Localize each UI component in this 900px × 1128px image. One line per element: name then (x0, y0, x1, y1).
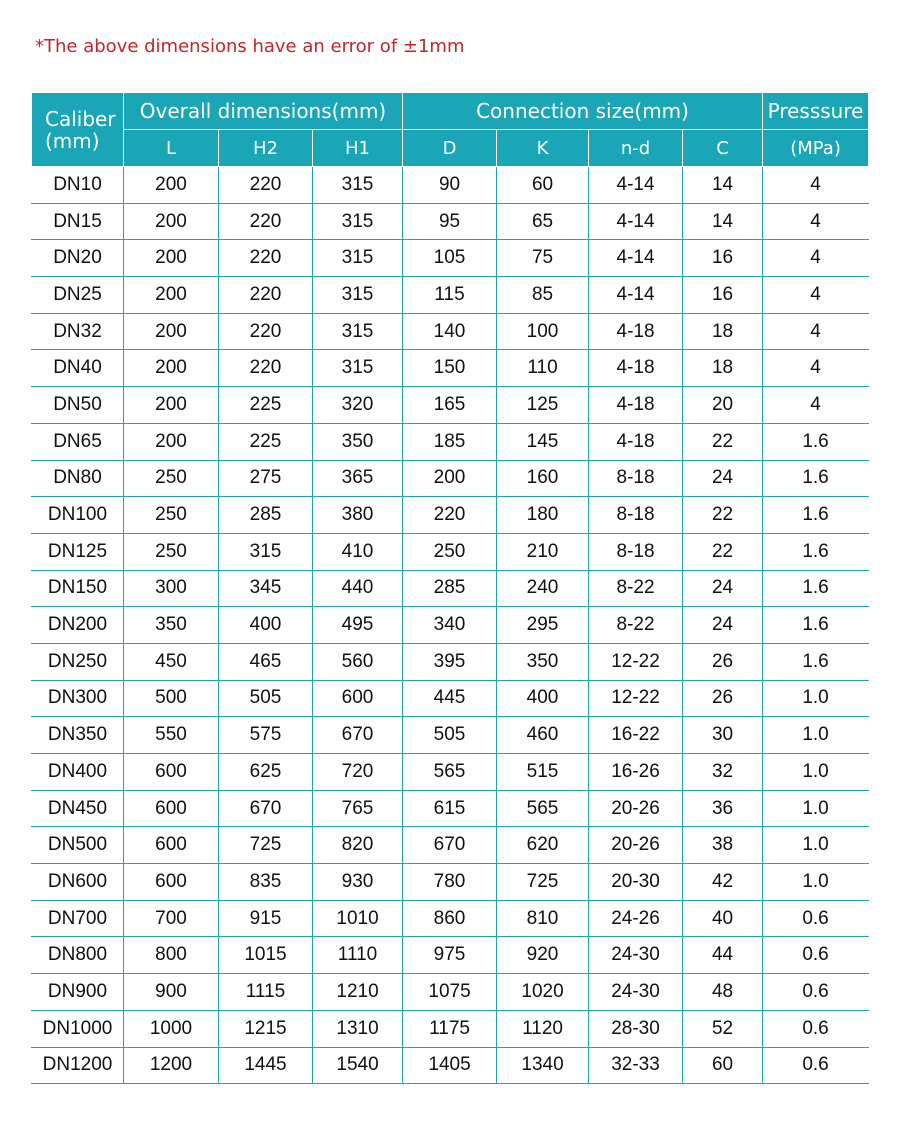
table-row (32, 570, 869, 607)
cell-K: 295 (497, 607, 589, 644)
cell-C: 40 (683, 900, 763, 937)
cell-K: 810 (497, 900, 589, 937)
cell-D: 445 (403, 680, 497, 717)
cell-H2: 915 (219, 900, 313, 937)
cell-n-d: 4-18 (589, 313, 683, 350)
cell-n-d: 20-26 (589, 790, 683, 827)
cell-D: 565 (403, 754, 497, 791)
cell-caliber: DN20 (32, 240, 124, 277)
header-row-top (32, 93, 869, 130)
cell-L: 200 (124, 350, 219, 387)
cell-pressure: 0.6 (763, 1010, 869, 1047)
cell-D: 285 (403, 570, 497, 607)
error-note: *The above dimensions have an error of ±1mm (35, 36, 465, 57)
cell-L: 200 (124, 423, 219, 460)
cell-caliber: DN200 (32, 607, 124, 644)
cell-C: 14 (683, 167, 763, 204)
cell-K: 65 (497, 203, 589, 240)
cell-H2: 835 (219, 864, 313, 901)
cell-C: 60 (683, 1047, 763, 1084)
cell-D: 95 (403, 203, 497, 240)
table-row (32, 460, 869, 497)
cell-K: 100 (497, 313, 589, 350)
cell-caliber: DN32 (32, 313, 124, 350)
cell-H1: 600 (313, 680, 403, 717)
col-header-nd: n-d (589, 130, 683, 167)
cell-H1: 365 (313, 460, 403, 497)
caliber-header-line2: (mm) (45, 128, 100, 153)
cell-pressure: 0.6 (763, 900, 869, 937)
cell-pressure: 1.0 (763, 864, 869, 901)
cell-K: 725 (497, 864, 589, 901)
cell-H2: 725 (219, 827, 313, 864)
cell-L: 450 (124, 643, 219, 680)
cell-C: 48 (683, 974, 763, 1011)
overall-dimensions-header: Overall dimensions(mm) (124, 93, 403, 130)
table-row (32, 643, 869, 680)
cell-n-d: 4-18 (589, 387, 683, 424)
cell-H2: 220 (219, 203, 313, 240)
cell-H1: 765 (313, 790, 403, 827)
cell-C: 36 (683, 790, 763, 827)
cell-caliber: DN700 (32, 900, 124, 937)
table-body (32, 167, 869, 1084)
cell-K: 240 (497, 570, 589, 607)
cell-H2: 220 (219, 277, 313, 314)
table-row (32, 497, 869, 534)
cell-H1: 1110 (313, 937, 403, 974)
cell-caliber: DN350 (32, 717, 124, 754)
cell-H2: 1445 (219, 1047, 313, 1084)
table-row (32, 974, 869, 1011)
cell-pressure: 1.0 (763, 754, 869, 791)
cell-H2: 225 (219, 387, 313, 424)
cell-C: 24 (683, 570, 763, 607)
cell-C: 24 (683, 607, 763, 644)
cell-C: 44 (683, 937, 763, 974)
cell-C: 16 (683, 277, 763, 314)
cell-n-d: 4-14 (589, 277, 683, 314)
cell-K: 565 (497, 790, 589, 827)
table-header (32, 93, 869, 167)
cell-n-d: 24-30 (589, 937, 683, 974)
cell-H2: 625 (219, 754, 313, 791)
cell-C: 38 (683, 827, 763, 864)
cell-pressure: 4 (763, 313, 869, 350)
table-row (32, 900, 869, 937)
cell-D: 185 (403, 423, 497, 460)
table-row (32, 240, 869, 277)
cell-pressure: 1.6 (763, 460, 869, 497)
cell-H1: 315 (313, 313, 403, 350)
cell-H2: 285 (219, 497, 313, 534)
cell-n-d: 20-26 (589, 827, 683, 864)
cell-D: 505 (403, 717, 497, 754)
cell-L: 600 (124, 754, 219, 791)
cell-L: 600 (124, 790, 219, 827)
cell-H1: 320 (313, 387, 403, 424)
cell-H2: 670 (219, 790, 313, 827)
cell-H1: 495 (313, 607, 403, 644)
cell-H2: 1215 (219, 1010, 313, 1047)
table-row (32, 680, 869, 717)
cell-caliber: DN40 (32, 350, 124, 387)
cell-H2: 225 (219, 423, 313, 460)
cell-H1: 440 (313, 570, 403, 607)
cell-L: 200 (124, 313, 219, 350)
table-row (32, 277, 869, 314)
cell-pressure: 1.0 (763, 680, 869, 717)
cell-C: 42 (683, 864, 763, 901)
cell-K: 125 (497, 387, 589, 424)
cell-D: 150 (403, 350, 497, 387)
cell-pressure: 1.6 (763, 423, 869, 460)
cell-D: 1075 (403, 974, 497, 1011)
cell-L: 500 (124, 680, 219, 717)
cell-L: 200 (124, 387, 219, 424)
cell-n-d: 28-30 (589, 1010, 683, 1047)
table-row (32, 423, 869, 460)
col-header-D: D (403, 130, 497, 167)
cell-C: 26 (683, 680, 763, 717)
cell-caliber: DN100 (32, 497, 124, 534)
table-row (32, 864, 869, 901)
cell-D: 165 (403, 387, 497, 424)
cell-caliber: DN900 (32, 974, 124, 1011)
table-row (32, 203, 869, 240)
cell-K: 145 (497, 423, 589, 460)
cell-H1: 670 (313, 717, 403, 754)
cell-n-d: 4-18 (589, 423, 683, 460)
cell-C: 32 (683, 754, 763, 791)
cell-D: 105 (403, 240, 497, 277)
cell-K: 60 (497, 167, 589, 204)
cell-H2: 1015 (219, 937, 313, 974)
cell-pressure: 4 (763, 350, 869, 387)
cell-L: 350 (124, 607, 219, 644)
cell-K: 180 (497, 497, 589, 534)
cell-L: 200 (124, 203, 219, 240)
cell-pressure: 4 (763, 387, 869, 424)
cell-caliber: DN250 (32, 643, 124, 680)
cell-H1: 1310 (313, 1010, 403, 1047)
cell-L: 250 (124, 460, 219, 497)
table-row (32, 717, 869, 754)
cell-pressure: 1.0 (763, 790, 869, 827)
cell-D: 1175 (403, 1010, 497, 1047)
cell-n-d: 12-22 (589, 643, 683, 680)
cell-K: 350 (497, 643, 589, 680)
pressure-unit-header: (MPa) (763, 130, 869, 167)
table-row (32, 937, 869, 974)
cell-caliber: DN500 (32, 827, 124, 864)
cell-caliber: DN1200 (32, 1047, 124, 1084)
cell-L: 200 (124, 167, 219, 204)
cell-n-d: 32-33 (589, 1047, 683, 1084)
cell-caliber: DN600 (32, 864, 124, 901)
cell-caliber: DN15 (32, 203, 124, 240)
cell-pressure: 4 (763, 203, 869, 240)
cell-C: 52 (683, 1010, 763, 1047)
cell-caliber: DN50 (32, 387, 124, 424)
col-header-H1: H1 (313, 130, 403, 167)
cell-n-d: 8-18 (589, 497, 683, 534)
cell-H2: 465 (219, 643, 313, 680)
cell-C: 22 (683, 533, 763, 570)
cell-H1: 720 (313, 754, 403, 791)
cell-L: 600 (124, 864, 219, 901)
cell-pressure: 4 (763, 277, 869, 314)
cell-L: 250 (124, 533, 219, 570)
cell-L: 1000 (124, 1010, 219, 1047)
cell-n-d: 8-18 (589, 533, 683, 570)
connection-size-header: Connection size(mm) (403, 93, 763, 130)
cell-H1: 820 (313, 827, 403, 864)
cell-D: 1405 (403, 1047, 497, 1084)
cell-C: 26 (683, 643, 763, 680)
cell-caliber: DN80 (32, 460, 124, 497)
cell-H1: 380 (313, 497, 403, 534)
caliber-header (32, 93, 124, 167)
cell-H1: 1210 (313, 974, 403, 1011)
cell-L: 700 (124, 900, 219, 937)
cell-H2: 575 (219, 717, 313, 754)
cell-pressure: 1.0 (763, 827, 869, 864)
cell-D: 340 (403, 607, 497, 644)
cell-H2: 505 (219, 680, 313, 717)
cell-pressure: 1.6 (763, 497, 869, 534)
cell-H1: 315 (313, 350, 403, 387)
cell-K: 160 (497, 460, 589, 497)
cell-D: 115 (403, 277, 497, 314)
cell-n-d: 16-22 (589, 717, 683, 754)
cell-H1: 1540 (313, 1047, 403, 1084)
cell-K: 1340 (497, 1047, 589, 1084)
cell-L: 250 (124, 497, 219, 534)
cell-H1: 410 (313, 533, 403, 570)
cell-H2: 220 (219, 167, 313, 204)
cell-H2: 220 (219, 313, 313, 350)
cell-n-d: 4-14 (589, 203, 683, 240)
cell-C: 22 (683, 497, 763, 534)
table-row (32, 790, 869, 827)
cell-n-d: 16-26 (589, 754, 683, 791)
cell-H1: 560 (313, 643, 403, 680)
cell-D: 250 (403, 533, 497, 570)
cell-L: 200 (124, 277, 219, 314)
cell-n-d: 4-14 (589, 240, 683, 277)
cell-pressure: 1.6 (763, 607, 869, 644)
cell-n-d: 8-22 (589, 570, 683, 607)
cell-D: 200 (403, 460, 497, 497)
cell-C: 20 (683, 387, 763, 424)
cell-H2: 315 (219, 533, 313, 570)
cell-D: 860 (403, 900, 497, 937)
cell-H2: 345 (219, 570, 313, 607)
cell-H2: 220 (219, 240, 313, 277)
cell-K: 400 (497, 680, 589, 717)
cell-D: 975 (403, 937, 497, 974)
cell-n-d: 20-30 (589, 864, 683, 901)
cell-D: 615 (403, 790, 497, 827)
cell-K: 110 (497, 350, 589, 387)
cell-L: 600 (124, 827, 219, 864)
col-header-L: L (124, 130, 219, 167)
cell-caliber: DN300 (32, 680, 124, 717)
cell-H1: 315 (313, 167, 403, 204)
cell-pressure: 1.6 (763, 643, 869, 680)
cell-n-d: 8-18 (589, 460, 683, 497)
cell-D: 780 (403, 864, 497, 901)
cell-H2: 1115 (219, 974, 313, 1011)
cell-K: 1120 (497, 1010, 589, 1047)
cell-C: 18 (683, 313, 763, 350)
cell-K: 515 (497, 754, 589, 791)
cell-L: 1200 (124, 1047, 219, 1084)
col-header-H2: H2 (219, 130, 313, 167)
pressure-header: Presssure (763, 93, 869, 130)
table-row (32, 167, 869, 204)
table-row (32, 350, 869, 387)
table-row (32, 1010, 869, 1047)
cell-D: 395 (403, 643, 497, 680)
table-row (32, 607, 869, 644)
cell-C: 30 (683, 717, 763, 754)
col-header-C: C (683, 130, 763, 167)
cell-L: 550 (124, 717, 219, 754)
table-row (32, 387, 869, 424)
cell-n-d: 24-26 (589, 900, 683, 937)
cell-C: 24 (683, 460, 763, 497)
cell-pressure: 1.6 (763, 570, 869, 607)
cell-K: 1020 (497, 974, 589, 1011)
cell-L: 200 (124, 240, 219, 277)
table-row (32, 533, 869, 570)
cell-C: 18 (683, 350, 763, 387)
cell-D: 670 (403, 827, 497, 864)
cell-K: 85 (497, 277, 589, 314)
caliber-header-line1: Caliber (45, 106, 116, 131)
cell-D: 140 (403, 313, 497, 350)
cell-caliber: DN450 (32, 790, 124, 827)
table-row (32, 754, 869, 791)
cell-K: 75 (497, 240, 589, 277)
cell-L: 800 (124, 937, 219, 974)
cell-pressure: 4 (763, 167, 869, 204)
cell-caliber: DN150 (32, 570, 124, 607)
cell-H1: 930 (313, 864, 403, 901)
cell-pressure: 4 (763, 240, 869, 277)
cell-L: 300 (124, 570, 219, 607)
dimensions-table (31, 92, 869, 1084)
cell-C: 16 (683, 240, 763, 277)
cell-caliber: DN10 (32, 167, 124, 204)
cell-H2: 400 (219, 607, 313, 644)
cell-K: 460 (497, 717, 589, 754)
cell-L: 900 (124, 974, 219, 1011)
cell-n-d: 12-22 (589, 680, 683, 717)
cell-D: 220 (403, 497, 497, 534)
cell-n-d: 24-30 (589, 974, 683, 1011)
cell-H1: 1010 (313, 900, 403, 937)
cell-pressure: 0.6 (763, 937, 869, 974)
table-row (32, 827, 869, 864)
cell-H1: 350 (313, 423, 403, 460)
cell-K: 920 (497, 937, 589, 974)
cell-caliber: DN25 (32, 277, 124, 314)
cell-pressure: 1.6 (763, 533, 869, 570)
cell-n-d: 4-14 (589, 167, 683, 204)
cell-C: 14 (683, 203, 763, 240)
cell-H1: 315 (313, 203, 403, 240)
cell-H1: 315 (313, 277, 403, 314)
cell-K: 620 (497, 827, 589, 864)
cell-caliber: DN800 (32, 937, 124, 974)
cell-pressure: 0.6 (763, 974, 869, 1011)
cell-D: 90 (403, 167, 497, 204)
cell-caliber: DN65 (32, 423, 124, 460)
cell-caliber: DN400 (32, 754, 124, 791)
header-row-sub (32, 130, 869, 167)
table-row (32, 313, 869, 350)
cell-C: 22 (683, 423, 763, 460)
col-header-K: K (497, 130, 589, 167)
cell-H2: 275 (219, 460, 313, 497)
cell-K: 210 (497, 533, 589, 570)
cell-pressure: 1.0 (763, 717, 869, 754)
cell-n-d: 4-18 (589, 350, 683, 387)
cell-caliber: DN125 (32, 533, 124, 570)
cell-H1: 315 (313, 240, 403, 277)
cell-n-d: 8-22 (589, 607, 683, 644)
cell-H2: 220 (219, 350, 313, 387)
cell-caliber: DN1000 (32, 1010, 124, 1047)
cell-pressure: 0.6 (763, 1047, 869, 1084)
table-row (32, 1047, 869, 1084)
